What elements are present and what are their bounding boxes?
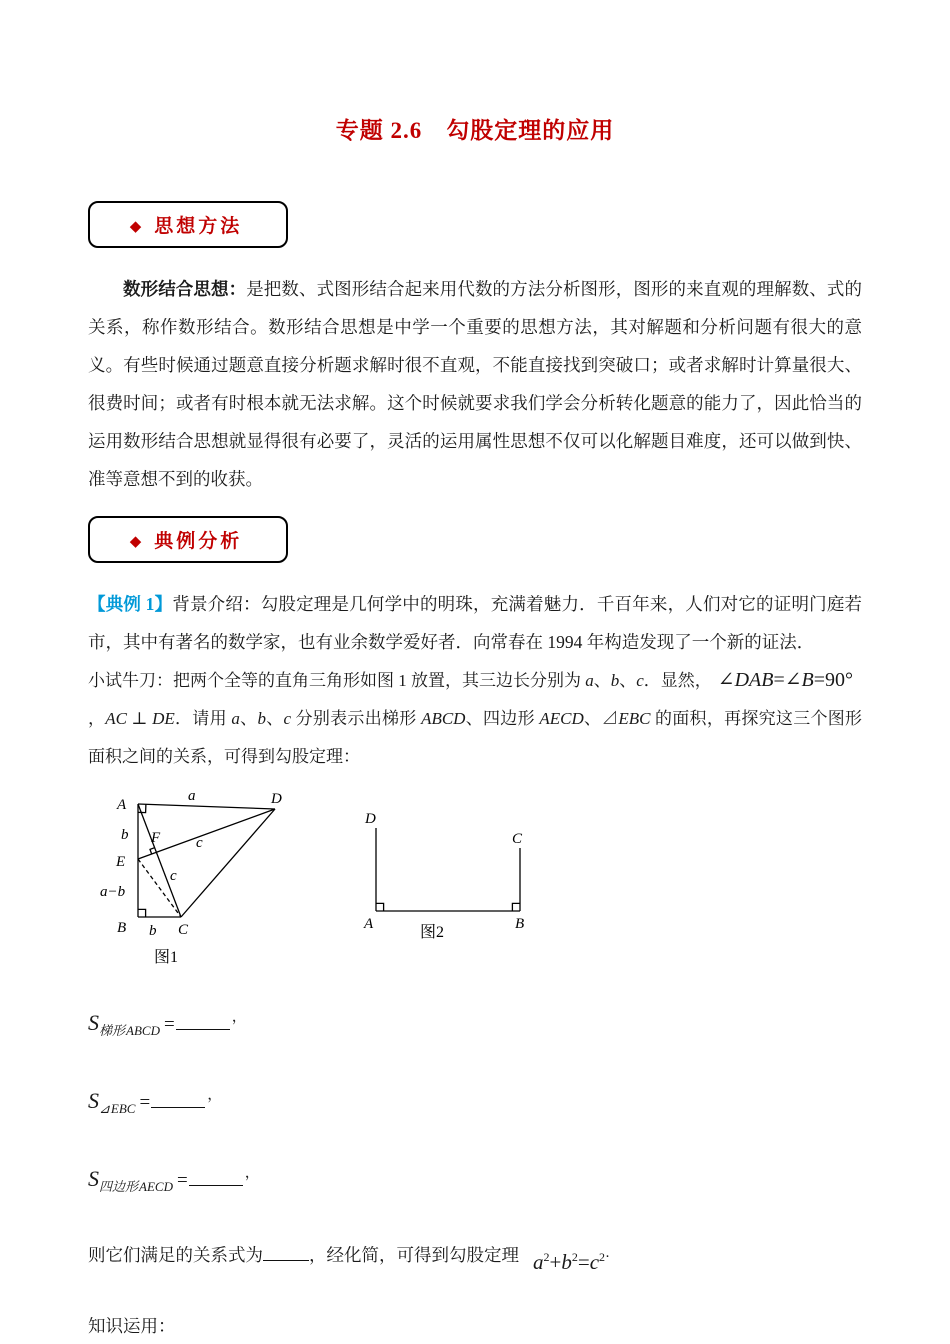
comma: ， [244, 1165, 260, 1181]
angle-equation: ∠DAB=∠B=90° [717, 669, 853, 691]
label-b-left: b [121, 827, 129, 843]
example1-tag: 【典例 1】 [88, 594, 173, 614]
section-method-row [88, 201, 862, 248]
equals-sign: = [139, 1092, 151, 1113]
right-angle-mark-B [138, 909, 146, 917]
label-A: A [117, 797, 127, 813]
relation-before-text: 则它们满足的关系式为 [88, 1245, 263, 1265]
section-examples-header [88, 516, 288, 563]
comma: ， [207, 1087, 223, 1103]
figure1-geometry [138, 804, 275, 917]
section-examples-label: 典例分析 [154, 531, 243, 552]
right-angle-mark-B [512, 903, 520, 911]
label-B: B [117, 920, 127, 936]
S-symbol: S [88, 1166, 99, 1191]
section-method-label: 思想方法 [154, 216, 243, 237]
figure2-labels [363, 811, 524, 941]
method-paragraph [88, 270, 862, 498]
example1-intro-paragraph [88, 585, 862, 661]
exponent: 2 [599, 1250, 606, 1264]
area-formula-quadrilateral [88, 1158, 862, 1202]
label-a: a [188, 788, 196, 804]
subscript-cn: 四边形 [99, 1179, 139, 1194]
subscript [99, 1101, 135, 1116]
S-symbol: S [88, 1010, 99, 1035]
exponent: 2 [543, 1250, 550, 1264]
label-A: A [364, 916, 374, 932]
tryit-text: 小试牛刀：把两个全等的直角三角形如图 1 放置，其三边长分别为 a、b、c．显然， [88, 671, 712, 690]
label-B: B [515, 916, 525, 932]
answer-blank [151, 1103, 205, 1108]
diamond-icon: ◆ [129, 219, 142, 235]
subscript [99, 1179, 173, 1194]
label-c-upper: c [196, 835, 203, 851]
label-C: C [512, 831, 523, 847]
S-symbol: S [88, 1088, 99, 1113]
area-formula-trapezoid [88, 1002, 862, 1046]
answer-blank [263, 1256, 309, 1261]
label-a-minus-b: a−b [100, 884, 126, 900]
plus-sign: + [549, 1250, 562, 1274]
problem-continued-text: ，AC ⊥ DE．请用 a、b、c 分别表示出梯形 ABCD、四边形 AECD、⊿EBC 的面积，再探究这三个图形面积之间的关系，可得到勾股定理： [88, 709, 863, 766]
relation-line [88, 1236, 862, 1281]
trailing-dot: · [605, 1249, 611, 1265]
area-formula-triangle [88, 1080, 862, 1124]
answer-blank [176, 1025, 230, 1030]
figure1-labels [100, 788, 282, 966]
figures-row [88, 784, 862, 976]
equals-sign: = [163, 1014, 175, 1035]
answer-blank [189, 1181, 243, 1186]
problem-first-line [88, 661, 862, 700]
example1-problem-paragraph [88, 661, 862, 776]
exponent: 2 [571, 1250, 578, 1264]
var-c: c [589, 1250, 600, 1274]
figure1-caption: 图1 [154, 949, 179, 966]
subscript-letters: ABCD [126, 1023, 160, 1038]
var-b: b [561, 1250, 572, 1274]
var-a: a [533, 1250, 544, 1274]
section-examples-row [88, 516, 862, 563]
figure-2 [358, 806, 543, 948]
subscript-letters: EBC [110, 1101, 136, 1116]
label-b-bottom: b [149, 923, 157, 939]
section-method-header [88, 201, 288, 248]
equals-sign: = [577, 1250, 590, 1274]
page-title: 专题 2.6 勾股定理的应用 [335, 118, 615, 143]
subscript-cn: ⊿ [99, 1101, 110, 1116]
relation-after-text: ，经化简，可得到勾股定理 [309, 1245, 519, 1265]
figure-1 [88, 784, 308, 976]
label-D: D [365, 811, 376, 827]
equals-sign: = [176, 1170, 188, 1191]
right-angle-mark-A [376, 903, 384, 911]
diamond-icon: ◆ [129, 534, 142, 550]
subscript-letters: AECD [139, 1179, 173, 1194]
subscript [99, 1023, 160, 1038]
pythagorean-identity [533, 1238, 610, 1281]
label-C: C [178, 922, 189, 938]
label-E: E [116, 854, 126, 870]
method-paragraph-body: 是把数、式图形结合起来用代数的方法分析图形，图形的来直观的理解数、式的关系，称作数形结合。数形结合思想是中学一个重要的思想方法，其对解题和分析问题有很大的意义。有些时候通过题意直接分析题求解时很不直观，不能直接找到突破口；或者求解时计算量很大、很费时间；或者有时根本就无法求解。这个时候就要求我们学会分析转化题意的能力了，因此恰当的运用数形结合思想就显得很有必要了，灵活的运用属性思想不仅可以化解题目难度，还可以做到快、准等意想不到的收获。 [88, 279, 863, 489]
comma: ， [231, 1009, 247, 1025]
knowledge-heading: 知识运用： [88, 1316, 176, 1336]
subscript-cn: 梯形 [99, 1023, 126, 1038]
label-c-lower: c [170, 868, 177, 884]
figure2-geometry [376, 828, 520, 911]
method-paragraph-lead: 数形结合思想： [123, 279, 247, 299]
example1-intro-text: 背景介绍：勾股定理是几何学中的明珠，充满着魅力．千百年来，人们对它的证明门庭若市，其中有著名的数学家，也有业余数学爱好者．向常春在 1994 年构造发现了一个新的证法． [88, 594, 863, 652]
label-D: D [271, 791, 282, 807]
label-F: F [151, 830, 161, 846]
figure2-caption: 图2 [420, 924, 445, 941]
